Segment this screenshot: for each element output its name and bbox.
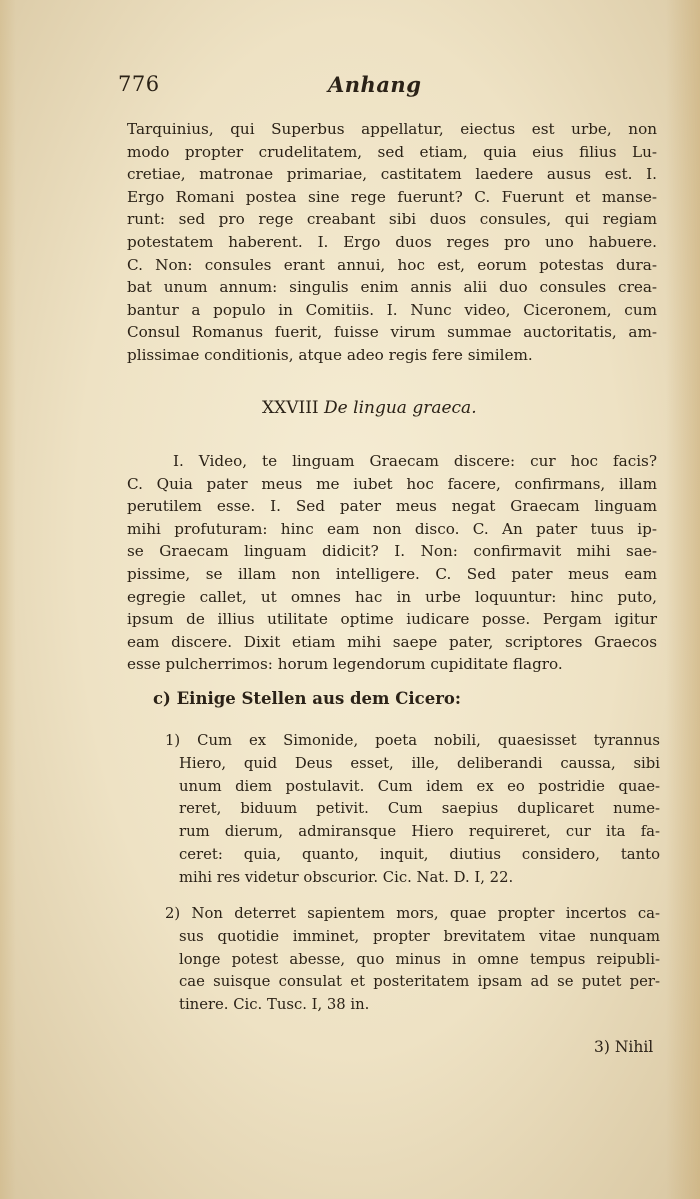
text-line: reret, biduum petivit. Cum saepius duplicaret nume- — [179, 800, 660, 818]
running-head: Anhang — [328, 72, 422, 97]
text-line: C. Quia pater meus me iubet hoc facere, confirmans, illam — [127, 474, 657, 493]
text-line: 2) Non deterret sapientem mors, quae propter incertos ca- — [165, 905, 660, 922]
text-line: ceret: quia, quanto, inquit, diutius considero, tanto — [179, 845, 660, 863]
text-line: egregie callet, ut omnes hac in urbe loquuntur: hinc puto, — [127, 587, 657, 606]
text-line: Consul Romanus fuerit, fuisse virum summae auctoritatis, am- — [127, 323, 657, 342]
quotation-item-1 — [165, 730, 660, 890]
quotation-item-2 — [165, 903, 660, 1017]
section-title: De lingua graeca. — [324, 398, 477, 418]
text-line: Hiero, quid Deus esset, ille, deliberandi caussa, sibi — [179, 754, 660, 772]
text-line: mihi res videtur obscurior. Cic. Nat. D. I, 22. — [179, 868, 514, 886]
paragraph-lingua-graeca — [127, 450, 657, 676]
section-heading — [262, 398, 477, 418]
subsection-heading: c) Einige Stellen aus dem Cicero: — [153, 689, 461, 708]
text-line: longe potest abesse, quo minus in omne tempus reipubli- — [179, 950, 660, 968]
paragraph-tarquinius — [127, 118, 657, 367]
text-line: tinere. Cic. Tusc. I, 38 in. — [179, 996, 370, 1014]
text-line: modo propter crudelitatem, sed etiam, quia eius filius Lu- — [127, 142, 657, 161]
text-line: ipsum de illius utilitate optime iudicare posse. Pergam igitur — [127, 610, 657, 629]
page-number: 776 — [118, 72, 160, 96]
text-line: C. Non: consules erant annui, hoc est, eorum potestas dura- — [127, 255, 657, 274]
text-line: cretiae, matronae primariae, castitatem laedere ausus est. I. — [127, 165, 657, 184]
section-number: XXVIII — [262, 398, 319, 418]
text-line: bat unum annum: singulis enim annis alii duo consules crea- — [127, 278, 657, 297]
text-line: eam discere. Dixit etiam mihi saepe pater, scriptores Graecos — [127, 632, 657, 651]
text-line: 1) Cum ex Simonide, poeta nobili, quaesisset tyrannus — [165, 732, 660, 749]
text-line: pissime, se illam non intelligere. C. Sed pater meus eam — [127, 564, 657, 583]
page-edge-right — [666, 0, 700, 1199]
text-line: perutilem esse. I. Sed pater meus negat Graecam linguam — [127, 497, 657, 516]
text-line: Tarquinius, qui Superbus appellatur, eiectus est urbe, non — [127, 120, 657, 138]
text-line: sus quotidie imminet, propter brevitatem vitae nunquam — [179, 927, 660, 945]
text-line: cae suisque consulat et posteritatem ipsam ad se putet per- — [179, 973, 660, 991]
text-line: rum dierum, admiransque Hiero requireret, cur ita fa- — [179, 823, 660, 841]
text-line: potestatem haberent. I. Ergo duos reges pro uno habuere. — [127, 232, 657, 251]
text-line: I. Video, te linguam Graecam discere: cur hoc facis? — [173, 452, 657, 470]
text-line: Ergo Romani postea sine rege fuerunt? C. Fuerunt et manse- — [127, 187, 657, 206]
text-line: runt: sed pro rege creabant sibi duos consules, qui regiam — [127, 210, 657, 229]
page-edge-left — [0, 0, 16, 1199]
catchword: 3) Nihil — [594, 1038, 654, 1056]
text-line: esse pulcherrimos: horum legendorum cupiditate flagro. — [127, 655, 563, 674]
text-line: mihi profuturam: hinc eam non disco. C. An pater tuus ip- — [127, 519, 657, 538]
text-line: bantur a populo in Comitiis. I. Nunc video, Ciceronem, cum — [127, 300, 657, 319]
text-line: se Graecam linguam didicit? I. Non: confirmavit mihi sae- — [127, 542, 657, 561]
text-line: unum diem postulavit. Cum idem ex eo postridie quae- — [179, 777, 660, 795]
page-header — [118, 72, 618, 102]
text-line: plissimae conditionis, atque adeo regis fere similem. — [127, 345, 533, 364]
